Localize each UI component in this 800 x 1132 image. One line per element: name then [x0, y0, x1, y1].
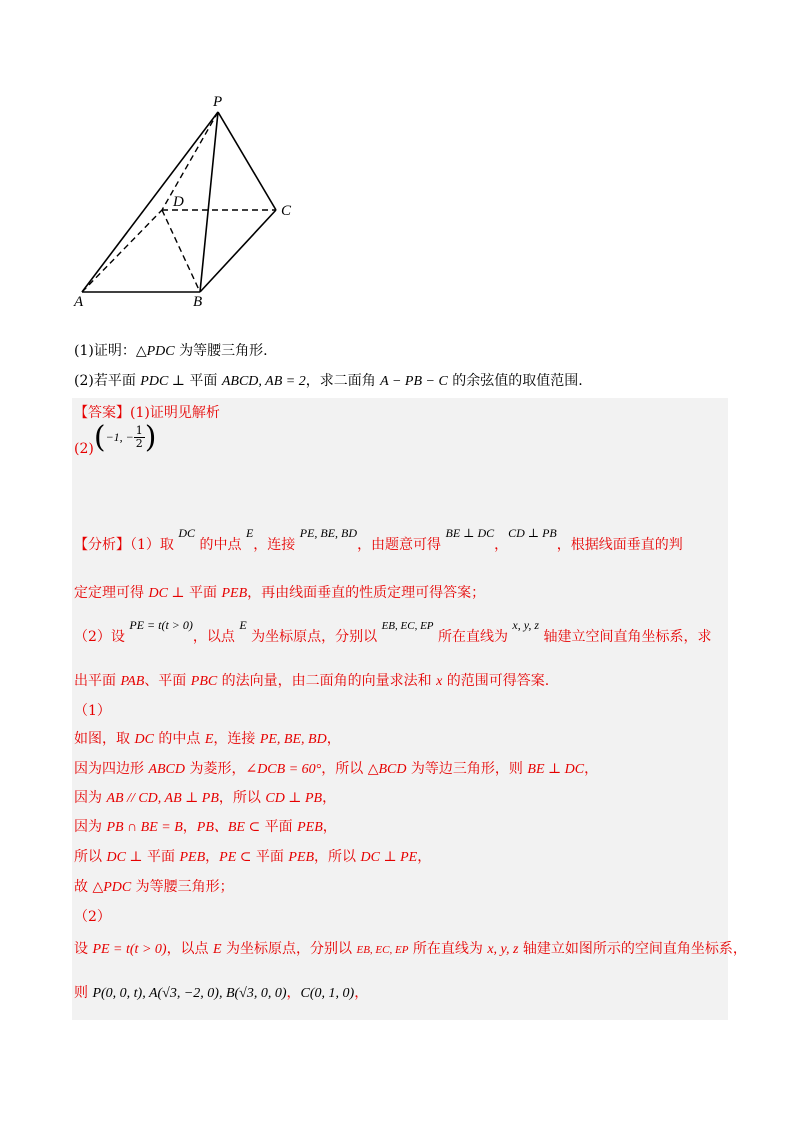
edge-AD — [82, 210, 162, 292]
edge-PA — [82, 112, 218, 292]
analysis-label: 【分析】 — [74, 537, 130, 553]
solution1-line-1: 如图，取 DC 的中点 E，连接 PE, BE, BD， — [74, 731, 341, 747]
edge-PC — [218, 112, 276, 210]
analysis-line-4: 出平面 PAB、平面 PBC 的法向量，由二面角的向量求法和 x 的范围可得答案. — [74, 673, 550, 689]
solution1-line-4: 因为 PB ∩ BE = B，PB、BE ⊂ 平面 PEB， — [74, 819, 337, 835]
analysis-line-1: 【分析】（1）取 DC 的中点 E，连接 PE, BE, BD，由题意可得 BE ⊥ DC，CD ⊥ PB，根据线面垂直的判 — [74, 526, 683, 553]
solution1-head: （1） — [74, 703, 111, 719]
solution2-line-1: 设 PE = t(t > 0)，以点 E 为坐标原点，分别以 EB, EC, EP 所在直线为 x, y, z 轴建立如图所示的空间直角坐标系， — [74, 941, 747, 957]
question-1: (1)证明：△PDC 为等腰三角形. — [74, 343, 268, 359]
label-D: D — [173, 194, 184, 210]
label-B: B — [193, 294, 203, 310]
solution1-line-5: 所以 DC ⊥ 平面 PEB，PE ⊂ 平面 PEB，所以 DC ⊥ PE， — [74, 849, 432, 865]
answer-part1: 【答案】(1)证明见解析 — [74, 405, 220, 421]
label-C: C — [281, 203, 292, 219]
pyramid-diagram — [70, 92, 310, 314]
solution-panel — [72, 398, 747, 1020]
analysis-line-3: （2）设 PE = t(t > 0)，以点 E 为坐标原点，分别以 $^{EB, EC, EP}$ 所在直线为 x, y, z 轴建立空间直角坐标系，求 — [74, 618, 712, 645]
solution1-line-2: 因为四边形 ABCD 为菱形，∠DCB = 60°，所以 △BCD 为等边三角形，则 BE ⊥ DC， — [74, 761, 599, 777]
edge-DB — [162, 210, 200, 292]
solution1-line-6: 故 △PDC 为等腰三角形； — [74, 879, 234, 895]
edge-BC — [200, 210, 276, 292]
question-2: (2)若平面 PDC ⊥ 平面 ABCD, AB = 2，求二面角 A − PB − C 的余弦值的取值范围. — [74, 373, 583, 389]
answer-label: 【答案】 — [74, 405, 130, 421]
label-A: A — [74, 294, 84, 310]
pyramid-figure — [70, 92, 310, 314]
solution2-head: （2） — [74, 909, 111, 925]
label-P: P — [213, 94, 223, 110]
solution1-line-3: 因为 AB // CD, AB ⊥ PB，所以 CD ⊥ PB， — [74, 790, 337, 806]
analysis-line-2: 定定理可得 DC ⊥ 平面 PEB，再由线面垂直的性质定理可得答案； — [74, 585, 486, 601]
solution2-line-2: 则 P(0, 0, t), A(√3, −2, 0), B(√3, 0, 0)，C(0, 1, 0)， — [74, 985, 369, 1001]
answer-part2: (2)(−1, − $\frac{1}{2}$ ) — [74, 420, 157, 457]
